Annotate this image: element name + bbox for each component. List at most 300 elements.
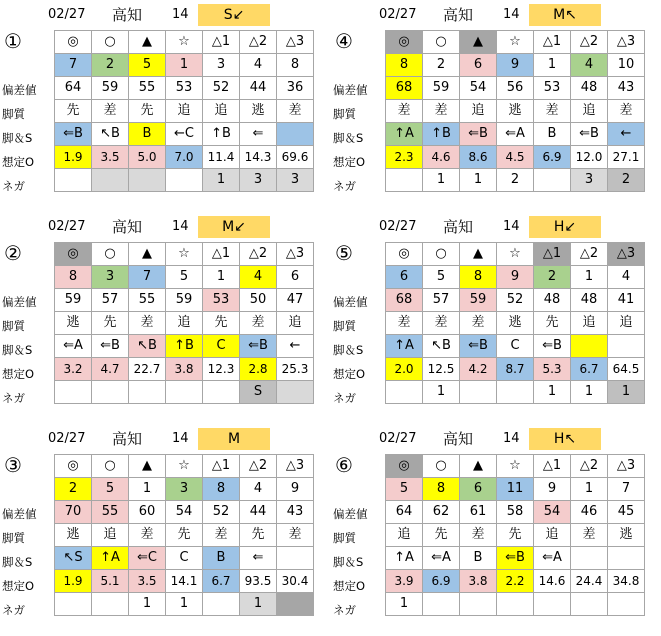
grid-cell: 1 — [423, 381, 460, 404]
grid-cell: 4 — [240, 266, 277, 289]
prediction-grid — [385, 454, 645, 616]
grid-cell: ▲ — [460, 455, 497, 478]
grid-cell: 59 — [55, 289, 92, 312]
row-label: 偏差値 — [333, 83, 368, 97]
grid-cell: 68 — [386, 289, 423, 312]
grid-cell: 6 — [386, 266, 423, 289]
row-label: ネガ — [333, 391, 356, 405]
grid-cell: 6.9 — [423, 570, 460, 593]
row-label: 脚質 — [333, 531, 356, 545]
grid-cell: 3.5 — [92, 146, 129, 169]
grid-cell: 1 — [166, 54, 203, 77]
deviation-row — [386, 289, 645, 312]
grid-cell: 追 — [277, 312, 314, 335]
grid-cell: 4.2 — [460, 358, 497, 381]
row-label: 脚＆S — [2, 131, 33, 145]
grid-cell — [497, 593, 534, 616]
grid-cell — [129, 169, 166, 192]
grid-cell: 5 — [92, 478, 129, 501]
grid-cell: △3 — [277, 31, 314, 54]
row-label: 偏差値 — [2, 295, 37, 309]
grid-cell: ⇐B — [497, 547, 534, 570]
grid-cell: 1 — [534, 54, 571, 77]
grid-cell: 差 — [277, 100, 314, 123]
grid-cell: 11 — [497, 478, 534, 501]
grid-cell: 6.9 — [534, 146, 571, 169]
grid-cell: 差 — [423, 100, 460, 123]
pace-badge: H↙ — [529, 216, 601, 238]
grid-cell: △1 — [203, 455, 240, 478]
grid-cell: ← — [277, 335, 314, 358]
grid-cell: 1 — [166, 593, 203, 616]
grid-cell: ▲ — [129, 31, 166, 54]
deviation-row — [386, 501, 645, 524]
grid-cell: 差 — [129, 524, 166, 547]
grid-cell: 27.1 — [608, 146, 645, 169]
grid-cell: 52 — [203, 501, 240, 524]
grid-cell: 4 — [608, 266, 645, 289]
grid-cell: 1 — [423, 169, 460, 192]
grid-cell: 8.6 — [460, 146, 497, 169]
grid-cell: 追 — [386, 524, 423, 547]
grid-cell: 52 — [203, 77, 240, 100]
row-label: 脚質 — [333, 107, 356, 121]
grid-cell: ↑B — [203, 123, 240, 146]
running-style-row — [386, 312, 645, 335]
grid-cell: 追 — [92, 524, 129, 547]
grid-cell: 差 — [423, 312, 460, 335]
grid-cell: 5.1 — [92, 570, 129, 593]
grid-cell: ↑B — [166, 335, 203, 358]
leg-speed-row — [55, 547, 314, 570]
grid-cell: 9 — [277, 478, 314, 501]
grid-cell: △1 — [203, 31, 240, 54]
grid-cell: 43 — [277, 501, 314, 524]
grid-cell: 2 — [497, 169, 534, 192]
grid-cell: 64 — [386, 501, 423, 524]
race-date: 02/27 — [379, 7, 417, 22]
grid-cell: 5 — [129, 54, 166, 77]
grid-cell: 4 — [240, 478, 277, 501]
grid-cell: ◎ — [386, 455, 423, 478]
grid-cell: △2 — [571, 243, 608, 266]
grid-cell: ▲ — [460, 31, 497, 54]
mark-row — [55, 243, 314, 266]
grid-cell: 5 — [386, 478, 423, 501]
grid-cell: ○ — [92, 243, 129, 266]
grid-cell: 53 — [203, 289, 240, 312]
grid-cell: 93.5 — [240, 570, 277, 593]
grid-cell: 53 — [534, 77, 571, 100]
grid-cell: 6.7 — [203, 570, 240, 593]
grid-cell: 逃 — [497, 312, 534, 335]
panel-header — [0, 428, 330, 450]
negative-row — [386, 593, 645, 616]
grid-cell: 36 — [277, 77, 314, 100]
grid-cell: 6.7 — [571, 358, 608, 381]
horse-number-row — [386, 54, 645, 77]
mark-row — [55, 455, 314, 478]
grid-cell: C — [166, 547, 203, 570]
grid-cell: 8 — [203, 478, 240, 501]
grid-cell: ○ — [423, 31, 460, 54]
mark-row — [386, 31, 645, 54]
grid-cell: 53 — [166, 77, 203, 100]
grid-cell: 8 — [277, 54, 314, 77]
grid-cell: 47 — [277, 289, 314, 312]
grid-cell: △1 — [534, 31, 571, 54]
expected-odds-row — [55, 570, 314, 593]
expected-odds-row — [55, 358, 314, 381]
grid-cell: 1 — [460, 169, 497, 192]
grid-cell: ⇐A — [423, 547, 460, 570]
grid-cell: 4.5 — [497, 146, 534, 169]
grid-cell: ⇐B — [240, 335, 277, 358]
prediction-grid — [54, 454, 314, 616]
panel-number: ⑥ — [335, 453, 353, 477]
horse-number-row — [55, 478, 314, 501]
grid-cell — [608, 547, 645, 570]
horse-number-row — [386, 266, 645, 289]
grid-cell: 69.6 — [277, 146, 314, 169]
grid-cell: 1 — [129, 593, 166, 616]
grid-cell: 59 — [92, 77, 129, 100]
grid-cell: ▲ — [129, 455, 166, 478]
panel-number: ① — [4, 29, 22, 53]
grid-cell: 追 — [166, 312, 203, 335]
grid-cell: C — [497, 335, 534, 358]
race-date: 02/27 — [379, 431, 417, 446]
race-number: 14 — [172, 431, 189, 446]
grid-cell: 1 — [571, 266, 608, 289]
grid-cell: ↑A — [386, 547, 423, 570]
grid-cell: ↖B — [129, 335, 166, 358]
grid-cell: 先 — [423, 524, 460, 547]
grid-cell: 5.0 — [129, 146, 166, 169]
grid-cell: △2 — [571, 31, 608, 54]
grid-cell: 68 — [386, 77, 423, 100]
grid-cell: 55 — [129, 289, 166, 312]
grid-cell: △3 — [277, 455, 314, 478]
grid-cell: 1 — [571, 381, 608, 404]
grid-cell — [608, 335, 645, 358]
race-number: 14 — [503, 219, 520, 234]
grid-cell: ◎ — [55, 31, 92, 54]
grid-cell: ⇐A — [497, 123, 534, 146]
grid-cell: ○ — [92, 31, 129, 54]
race-date: 02/27 — [48, 7, 86, 22]
grid-cell: 70 — [55, 501, 92, 524]
running-style-row — [55, 524, 314, 547]
grid-cell: ↑B — [423, 123, 460, 146]
grid-cell — [55, 169, 92, 192]
deviation-row — [55, 289, 314, 312]
grid-cell: 先 — [203, 312, 240, 335]
panel-number: ③ — [4, 453, 22, 477]
running-style-row — [386, 100, 645, 123]
negative-row — [55, 593, 314, 616]
grid-cell: △2 — [240, 31, 277, 54]
row-label: ネガ — [2, 391, 25, 405]
expected-odds-row — [386, 358, 645, 381]
grid-cell: 25.3 — [277, 358, 314, 381]
grid-cell: 1 — [240, 593, 277, 616]
grid-cell: △3 — [608, 31, 645, 54]
grid-cell: 61 — [460, 501, 497, 524]
grid-cell: 逃 — [497, 100, 534, 123]
running-style-row — [386, 524, 645, 547]
prediction-grid — [54, 242, 314, 404]
panel-header — [331, 428, 661, 450]
grid-cell: 14.3 — [240, 146, 277, 169]
row-label: 想定O — [333, 155, 366, 169]
grid-cell: 差 — [386, 312, 423, 335]
venue-name: 高知 — [112, 218, 143, 236]
grid-cell: 2 — [608, 169, 645, 192]
grid-cell: B — [129, 123, 166, 146]
row-label: 脚＆S — [333, 555, 364, 569]
grid-cell — [92, 381, 129, 404]
pace-badge: M↖ — [529, 4, 601, 26]
grid-cell: 7 — [55, 54, 92, 77]
race-panel — [331, 424, 661, 636]
venue-name: 高知 — [443, 6, 474, 24]
grid-cell: 9 — [497, 266, 534, 289]
grid-cell: 54 — [534, 501, 571, 524]
grid-cell: ◎ — [55, 455, 92, 478]
grid-cell: 44 — [240, 77, 277, 100]
grid-cell: 58 — [497, 501, 534, 524]
grid-cell: 先 — [166, 524, 203, 547]
grid-cell: 64.5 — [608, 358, 645, 381]
row-label: 偏差値 — [333, 295, 368, 309]
grid-cell: 12.0 — [571, 146, 608, 169]
grid-cell: ⇐B — [92, 335, 129, 358]
grid-cell: △1 — [534, 243, 571, 266]
race-panel — [331, 212, 661, 424]
grid-cell: 先 — [534, 312, 571, 335]
row-label: ネガ — [2, 179, 25, 193]
grid-cell: 3.8 — [460, 570, 497, 593]
grid-cell: ⇐B — [534, 335, 571, 358]
grid-cell: 6 — [460, 478, 497, 501]
grid-cell: 差 — [277, 524, 314, 547]
running-style-row — [55, 312, 314, 335]
grid-cell: 2 — [423, 54, 460, 77]
grid-cell: ⇐ — [240, 123, 277, 146]
panel-number: ② — [4, 241, 22, 265]
mark-row — [55, 31, 314, 54]
grid-cell: 2.8 — [240, 358, 277, 381]
grid-cell: 2.0 — [386, 358, 423, 381]
venue-name: 高知 — [112, 6, 143, 24]
row-label: 想定O — [2, 155, 35, 169]
panel-number: ④ — [335, 29, 353, 53]
grid-cell: ○ — [423, 243, 460, 266]
grid-cell: ↖B — [423, 335, 460, 358]
grid-cell: 14.1 — [166, 570, 203, 593]
mark-row — [386, 243, 645, 266]
grid-cell: 10 — [608, 54, 645, 77]
grid-cell — [608, 593, 645, 616]
pace-badge: H↖ — [529, 428, 601, 450]
grid-cell: 8.7 — [497, 358, 534, 381]
grid-cell: ☆ — [166, 243, 203, 266]
grid-cell: 2.3 — [386, 146, 423, 169]
grid-cell: 45 — [608, 501, 645, 524]
grid-cell: △3 — [608, 455, 645, 478]
grid-cell: 5 — [423, 266, 460, 289]
horse-number-row — [55, 266, 314, 289]
grid-cell: 55 — [129, 77, 166, 100]
row-label: 偏差値 — [2, 507, 37, 521]
race-number: 14 — [172, 7, 189, 22]
race-date: 02/27 — [48, 431, 86, 446]
row-label: ネガ — [333, 603, 356, 617]
leg-speed-row — [55, 123, 314, 146]
grid-cell: 差 — [608, 100, 645, 123]
horse-number-row — [386, 478, 645, 501]
grid-cell: ↑A — [92, 547, 129, 570]
grid-cell: 56 — [497, 77, 534, 100]
grid-cell: 1 — [534, 381, 571, 404]
grid-cell: 差 — [129, 312, 166, 335]
deviation-row — [386, 77, 645, 100]
grid-cell: 差 — [460, 524, 497, 547]
grid-cell: ☆ — [166, 31, 203, 54]
grid-cell: 逃 — [608, 524, 645, 547]
grid-cell: 12.5 — [423, 358, 460, 381]
grid-cell: 5 — [166, 266, 203, 289]
grid-cell: 8 — [55, 266, 92, 289]
grid-cell: 追 — [571, 100, 608, 123]
grid-cell: 2 — [92, 54, 129, 77]
grid-cell — [55, 593, 92, 616]
grid-cell: 追 — [534, 524, 571, 547]
grid-cell — [571, 547, 608, 570]
grid-cell — [386, 169, 423, 192]
negative-row — [55, 381, 314, 404]
prediction-grid — [385, 30, 645, 192]
grid-cell: 4.7 — [92, 358, 129, 381]
row-label: 脚＆S — [2, 343, 33, 357]
grid-cell: ◎ — [386, 31, 423, 54]
grid-cell: ☆ — [166, 455, 203, 478]
grid-cell: 先 — [129, 100, 166, 123]
grid-cell: 追 — [571, 312, 608, 335]
grid-cell: 追 — [203, 100, 240, 123]
leg-speed-row — [55, 335, 314, 358]
panel-header — [0, 216, 330, 238]
row-label: ネガ — [2, 603, 25, 617]
grid-cell: 追 — [608, 312, 645, 335]
race-panel — [0, 0, 330, 212]
grid-cell: 44 — [240, 501, 277, 524]
venue-name: 高知 — [112, 430, 143, 448]
grid-cell: 3 — [277, 169, 314, 192]
grid-cell: 59 — [166, 289, 203, 312]
grid-cell: B — [534, 123, 571, 146]
grid-cell: 差 — [571, 524, 608, 547]
grid-cell: 差 — [240, 312, 277, 335]
grid-cell: 22.7 — [129, 358, 166, 381]
grid-cell: ↑A — [386, 123, 423, 146]
row-label: 脚質 — [2, 107, 25, 121]
grid-cell: 41 — [608, 289, 645, 312]
venue-name: 高知 — [443, 218, 474, 236]
grid-cell: 62 — [423, 501, 460, 524]
grid-cell: ○ — [423, 455, 460, 478]
grid-cell — [386, 381, 423, 404]
grid-cell: ↑A — [386, 335, 423, 358]
row-label: 想定O — [2, 367, 35, 381]
race-panel — [0, 424, 330, 636]
grid-cell: 逃 — [55, 312, 92, 335]
grid-cell: 52 — [497, 289, 534, 312]
row-label: ネガ — [333, 179, 356, 193]
grid-cell — [166, 381, 203, 404]
grid-cell — [534, 169, 571, 192]
grid-cell: 差 — [203, 524, 240, 547]
venue-name: 高知 — [443, 430, 474, 448]
grid-cell: 7.0 — [166, 146, 203, 169]
grid-cell: 逃 — [55, 524, 92, 547]
leg-speed-row — [386, 547, 645, 570]
grid-cell: 3 — [203, 54, 240, 77]
grid-cell — [277, 123, 314, 146]
grid-cell: B — [460, 547, 497, 570]
leg-speed-row — [386, 123, 645, 146]
grid-cell: 9 — [534, 478, 571, 501]
grid-cell: 6 — [277, 266, 314, 289]
grid-cell: 差 — [460, 312, 497, 335]
row-label: 脚質 — [333, 319, 356, 333]
grid-cell: ⇐B — [55, 123, 92, 146]
grid-cell: 59 — [423, 77, 460, 100]
grid-cell: 48 — [534, 289, 571, 312]
grid-cell: 3 — [571, 169, 608, 192]
row-label: 脚＆S — [333, 343, 364, 357]
grid-cell: 11.4 — [203, 146, 240, 169]
grid-cell: 1 — [129, 478, 166, 501]
grid-cell — [277, 593, 314, 616]
grid-cell: 55 — [92, 501, 129, 524]
grid-cell: △2 — [240, 455, 277, 478]
grid-cell: 先 — [497, 524, 534, 547]
grid-cell — [423, 593, 460, 616]
grid-cell: 7 — [129, 266, 166, 289]
grid-cell: 1 — [203, 266, 240, 289]
running-style-row — [55, 100, 314, 123]
grid-cell: 差 — [534, 100, 571, 123]
grid-cell: 8 — [386, 54, 423, 77]
grid-cell: 59 — [460, 289, 497, 312]
grid-cell — [460, 381, 497, 404]
grid-cell: 2 — [534, 266, 571, 289]
grid-cell: △2 — [240, 243, 277, 266]
prediction-grid — [54, 30, 314, 192]
panel-header — [331, 4, 661, 26]
grid-cell — [460, 593, 497, 616]
grid-cell: 60 — [129, 501, 166, 524]
grid-cell: △1 — [203, 243, 240, 266]
row-label: 想定O — [333, 579, 366, 593]
grid-cell: 24.4 — [571, 570, 608, 593]
grid-cell: 54 — [166, 501, 203, 524]
grid-cell: 追 — [166, 100, 203, 123]
grid-cell — [129, 381, 166, 404]
deviation-row — [55, 77, 314, 100]
